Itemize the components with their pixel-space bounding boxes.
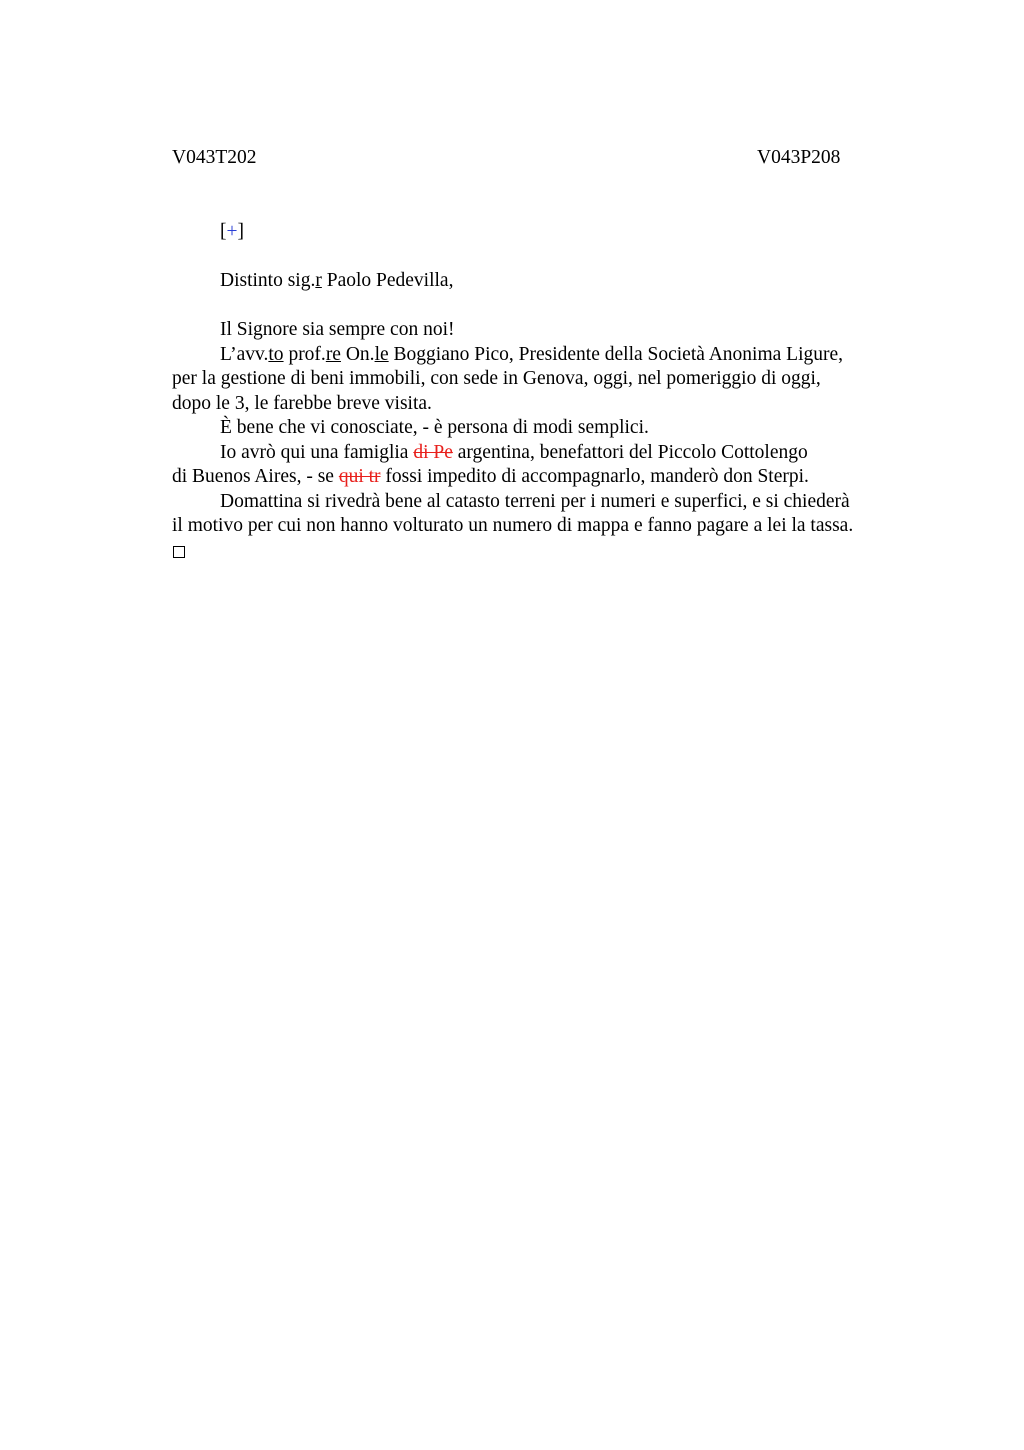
deleted-text: di Pe <box>413 441 453 463</box>
paragraph-1-line-2: per la gestione di beni immobili, con sede in Genova, oggi, nel pomeriggio di oggi, <box>172 368 821 389</box>
document-code-right: V043P208 <box>757 147 841 168</box>
end-marker <box>172 539 902 566</box>
paragraph-1-line-1: L’avv.to prof.re On.le Boggiano Pico, Presidente della Società Anonima Ligure, <box>220 343 844 365</box>
plus-marker: + <box>226 221 238 242</box>
abbreviation-suffix: re <box>325 343 341 365</box>
paragraph-3-line-1: Io avrò qui una famiglia di Pe argentina, benefattori del Piccolo Cottolengo <box>220 441 808 463</box>
abbreviation-suffix: to <box>268 343 284 365</box>
salutation: Distinto sig.r Paolo Pedevilla, <box>220 270 454 291</box>
paragraph-2: È bene che vi conosciate, - è persona di modi semplici. <box>220 417 649 438</box>
greeting: Il Signore sia sempre con noi! <box>220 319 455 340</box>
paragraph-4-line-1: Domattina si rivedrà bene al catasto terreni per i numeri e superfici, e si chiederà <box>220 490 850 512</box>
letter-body <box>172 220 902 565</box>
paragraph-4-line-2: il motivo per cui non hanno volturato un numero di mappa e fanno pagare a lei la tassa. <box>172 515 854 536</box>
paragraph-1-line-3: dopo le 3, le farebbe breve visita. <box>172 392 432 414</box>
paragraph-3-line-2: di Buenos Aires, - se qui tr fossi impedito di accompagnarlo, manderò don Sterpi. <box>172 466 809 487</box>
abbreviation-suffix: r <box>315 270 322 291</box>
square-icon <box>173 546 185 558</box>
deleted-text: qui tr <box>338 466 381 487</box>
document-code-left: V043T202 <box>172 147 257 168</box>
editorial-marker: [+] <box>220 221 244 242</box>
abbreviation-suffix: le <box>374 343 389 365</box>
